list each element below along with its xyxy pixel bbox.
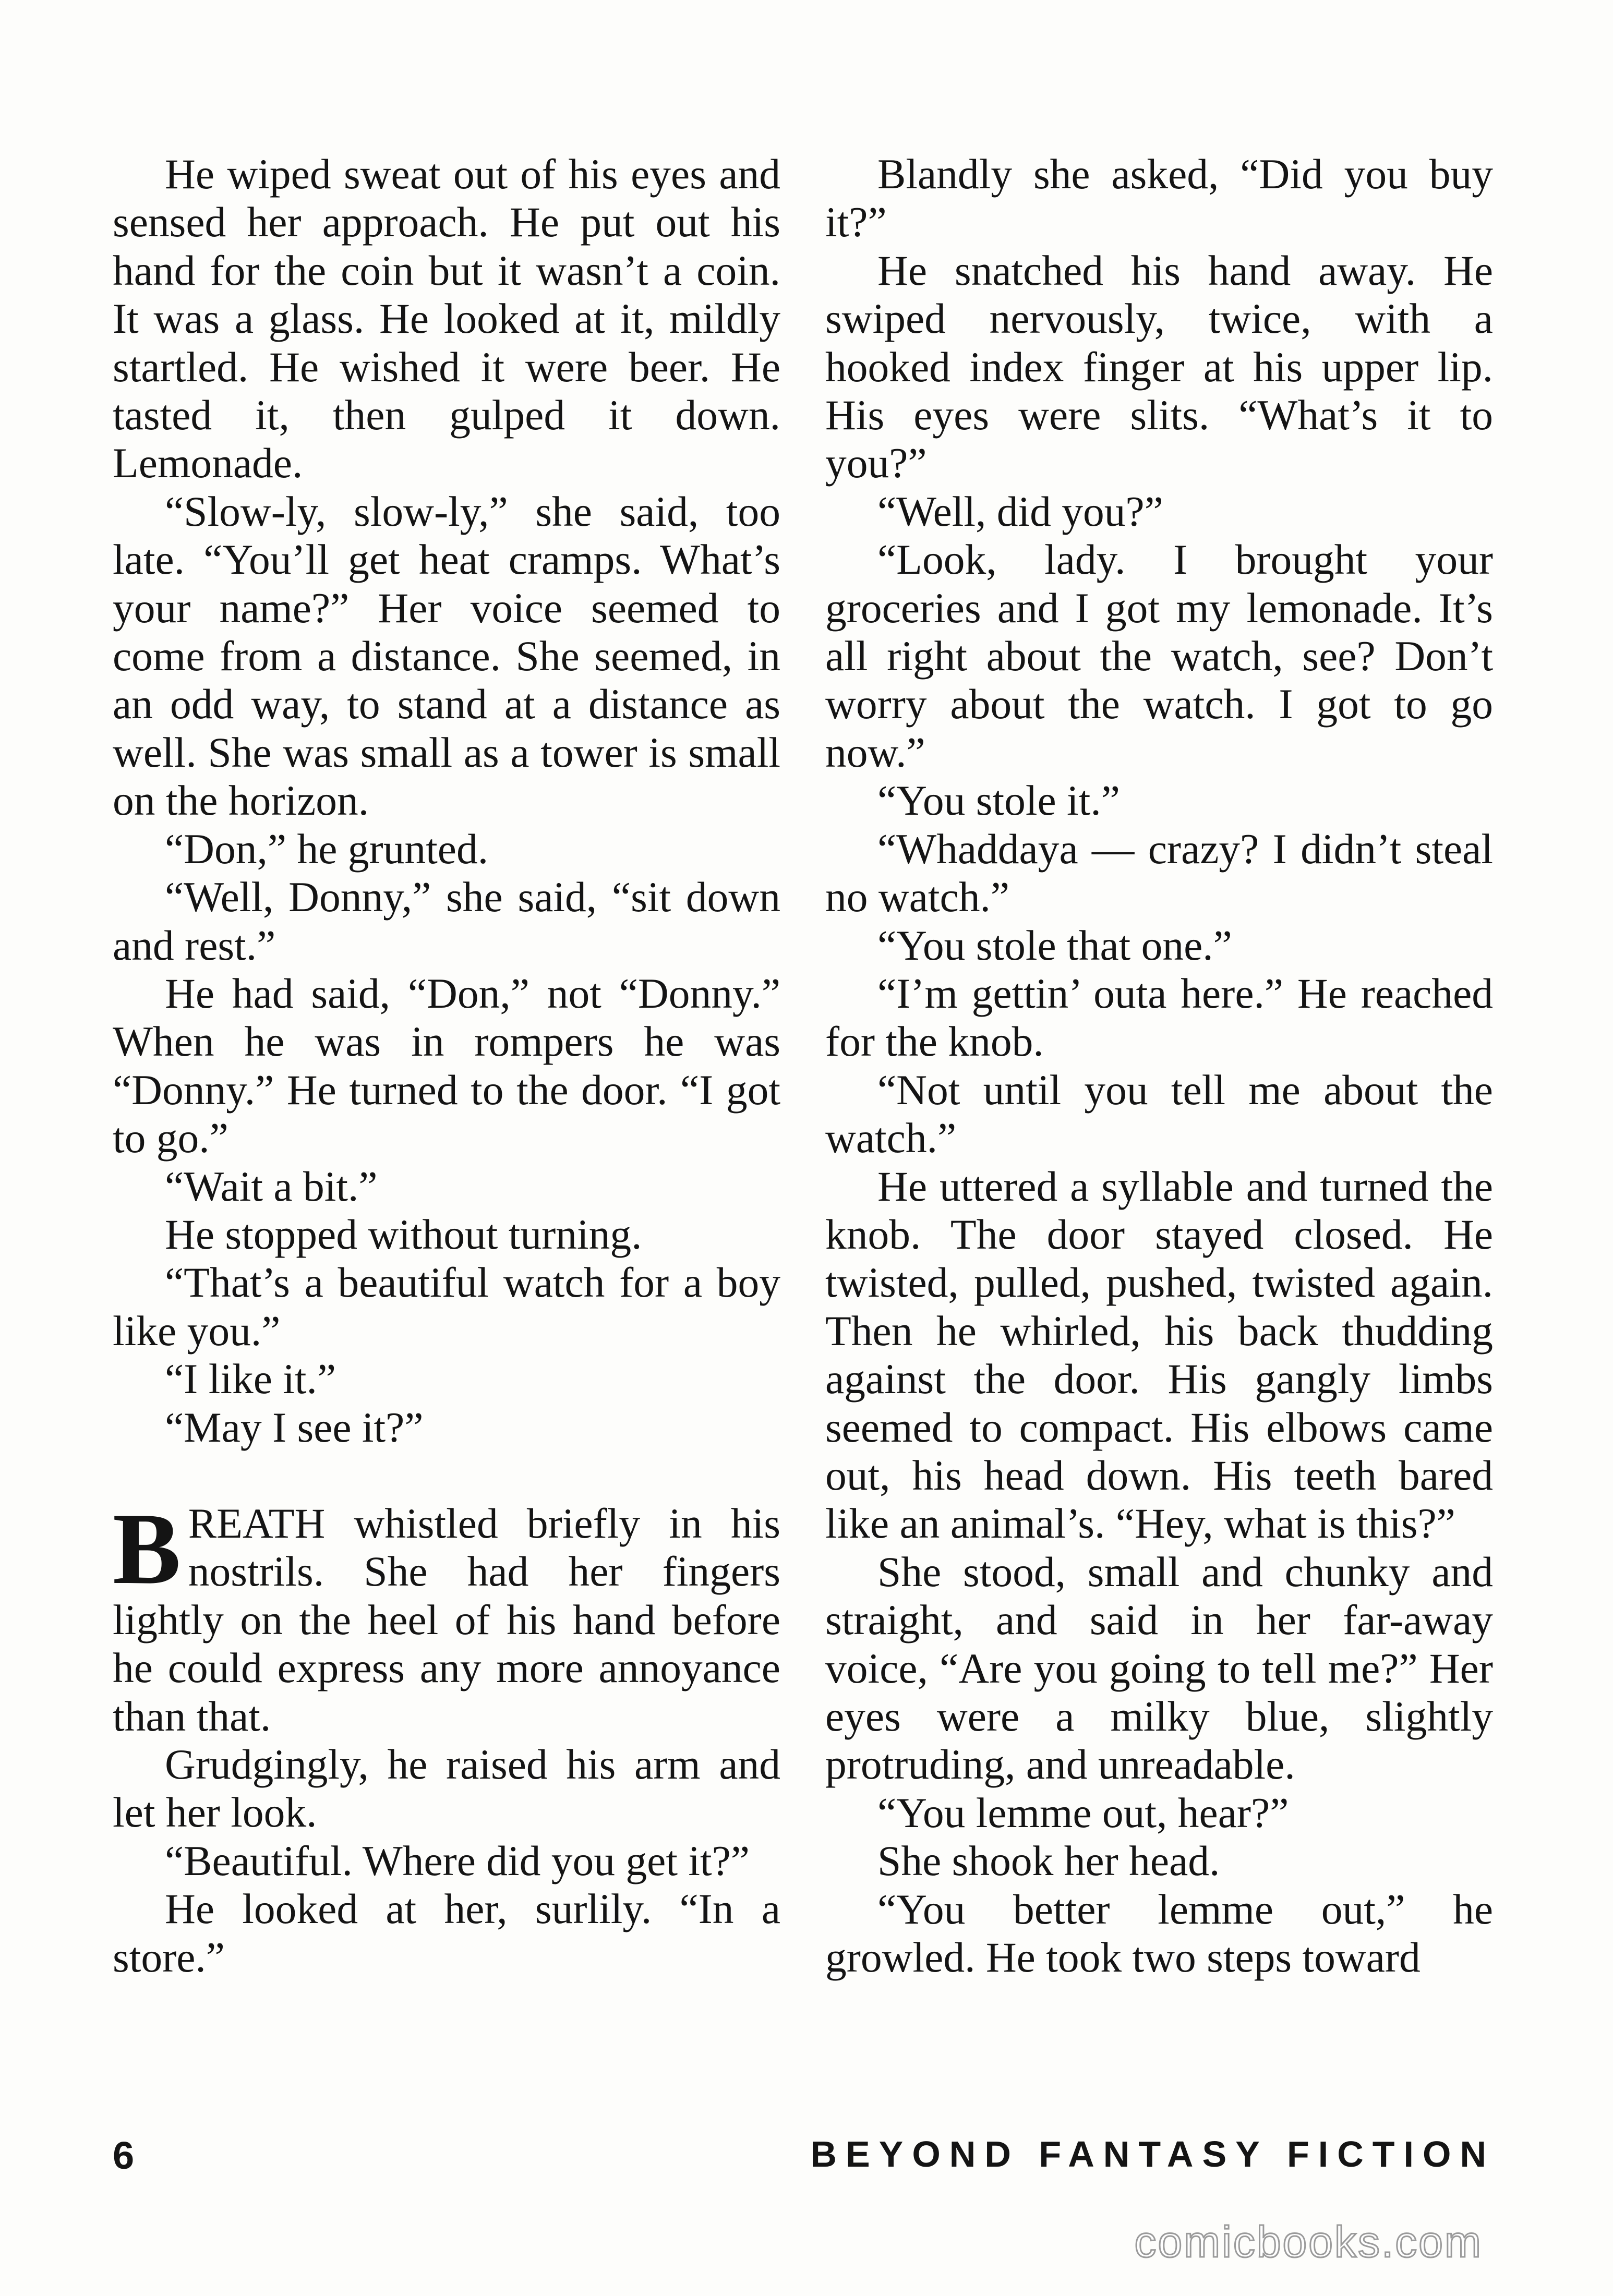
paragraph: She shook her head.: [877, 1837, 1220, 1885]
paragraph: Grudgingly, he raised his arm and let her look.: [113, 1741, 780, 1836]
section-opening-paragraph: [113, 1492, 780, 1741]
paragraph: “You lemme out, hear?”: [877, 1789, 1289, 1836]
paragraph: Blandly she asked, “Did you buy it?”: [825, 150, 1493, 246]
right-text-column: [825, 150, 1493, 1981]
paragraph: “Wait a bit.”: [165, 1162, 378, 1210]
paragraph: He stopped without turning.: [165, 1210, 642, 1258]
paragraph: “You stole that one.”: [877, 921, 1232, 969]
page-footer: [113, 2133, 1495, 2185]
paragraph: “Don,” he grunted.: [165, 825, 489, 873]
paragraph: “I like it.”: [165, 1355, 336, 1403]
drop-cap: B: [113, 1492, 181, 1605]
paragraph: “Whaddaya — crazy? I didn’t steal no watch.”: [825, 825, 1493, 921]
paragraph: He uttered a syllable and turned the knob. The door stayed closed. He twisted, pulled, pushed, twisted again. Then he whirled, his back thudding against the door. His gangly limbs seemed to compact. His elbows came out, his head down. His teeth bared like an animal’s. “Hey, what is this?”: [825, 1162, 1493, 1548]
watermark: comicbooks.com: [1134, 2217, 1483, 2266]
paragraph: “That’s a beautiful watch for a boy like you.”: [113, 1259, 780, 1355]
paragraph: She stood, small and chunky and straight, and said in her far-away voice, “Are you going to tell me?” Her eyes were a milky blue, slightly protruding, and unreadable.: [825, 1548, 1493, 1789]
left-text-column: [113, 150, 780, 1981]
paragraph: “Slow-ly, slow-ly,” she said, too late. “You’ll get heat cramps. What’s your name?” Her voice seemed to come from a distance. She seemed, in an odd way, to stand at a distance as well. She was small as a tower is small on the horizon.: [113, 487, 780, 825]
page-number: 6: [113, 2134, 135, 2177]
paragraph: “Not until you tell me about the watch.”: [825, 1066, 1493, 1162]
paragraph: “Beautiful. Where did you get it?”: [165, 1836, 750, 1884]
paragraph: “Well, did you?”: [877, 487, 1163, 535]
running-title: BEYOND FANTASY FICTION: [810, 2134, 1495, 2174]
section-opening-text: REATH whistled briefly in his nostrils. She had her fingers lightly on the heel of his hand before he could express any more annoyance than that.: [113, 1499, 780, 1740]
paragraph: “You stole it.”: [877, 777, 1120, 825]
paragraph: He looked at her, surlily. “In a store.”: [113, 1885, 780, 1981]
paragraph: “Well, Donny,” she said, “sit down and rest.”: [113, 873, 780, 969]
paragraph: “I’m gettin’ outa here.” He reached for the knob.: [825, 969, 1493, 1066]
paragraph: “May I see it?”: [165, 1403, 424, 1451]
paragraph: He snatched his hand away. He swiped nervously, twice, with a hooked index finger at his upper lip. His eyes were slits. “What’s it to you?”: [825, 246, 1493, 487]
paragraph: “Look, lady. I brought your groceries and I got my lemonade. It’s all right about the watch, see? Don’t worry about the watch. I got to go now.”: [825, 536, 1493, 776]
paragraph: “You better lemme out,” he growled. He took two steps toward: [825, 1885, 1493, 1981]
paragraph: He wiped sweat out of his eyes and sensed her approach. He put out his hand for the coin but it wasn’t a coin. It was a glass. He looked at it, mildly startled. He wished it were beer. He tasted it, then gulped it down. Lemonade.: [113, 150, 780, 487]
paragraph: He had said, “Don,” not “Donny.” When he was in rompers he was “Donny.” He turned to the door. “I got to go.”: [113, 969, 780, 1162]
